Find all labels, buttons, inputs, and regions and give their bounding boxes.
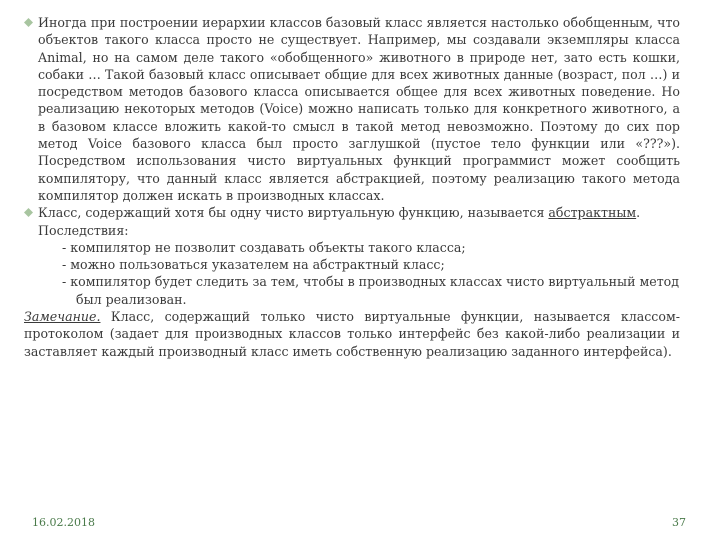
- bullet-abstraction: [24, 14, 680, 204]
- consequence-item: - можно пользоваться указателем на абстрактный класс;: [62, 257, 445, 273]
- term-abstract: абстрактным: [548, 205, 637, 221]
- bullet-abstract-class: [24, 204, 680, 239]
- note-paragraph: [24, 308, 680, 360]
- note-label: Замечание.: [24, 309, 101, 325]
- bullet-icon: [24, 18, 33, 27]
- consequences-heading: Последствия:: [38, 222, 129, 238]
- page-number: 37: [672, 516, 686, 529]
- footer-date: 16.02.2018: [32, 516, 95, 529]
- slide-content: [24, 14, 680, 360]
- bullet-text: Иногда при построении иерархии классов базовый класс является настолько обобщенным, что объектов такого класса просто не существует. Например, мы создавали экземпляры класса Animal, но на самом деле такого «обобщенного» животного в природе нет, зато есть кошки, собаки … Такой базовый класс описывает общие для всех животных данные (возраст, пол …) и посредством методов базового класса описывается общее для всех животных поведение. Но реализацию некоторых методов (Voice) можно написать только для конкретного животного, а в базовом классе вложить какой-то смысл в такой метод невозможно. Поэтому до сих пор метод Voice базового класса был просто заглушкой (пустое тело функции или «???»). Посредством использования чисто виртуальных функций программист может сообщить компилятору, что данный класс является абстракцией, поэтому реализацию такого метода компилятор должен искать в производных классах.: [38, 15, 680, 203]
- bullet-text: Класс, содержащий хотя бы одну чисто виртуальную функцию, называется абстрактным.: [38, 205, 641, 221]
- consequence-item: - компилятор будет следить за тем, чтобы в производных классах чисто виртуальный метод был реализован.: [62, 274, 680, 307]
- consequence-item: - компилятор не позволит создавать объекты такого класса;: [62, 239, 466, 255]
- note-text: Класс, содержащий только чисто виртуальные функции, называется классом-протоколом (задает для производных классов только интерфейс без какой-либо реализации и заставляет каждый производный класс иметь собственную реализацию заданного интерфейса).: [24, 309, 680, 359]
- bullet-icon: [24, 208, 33, 217]
